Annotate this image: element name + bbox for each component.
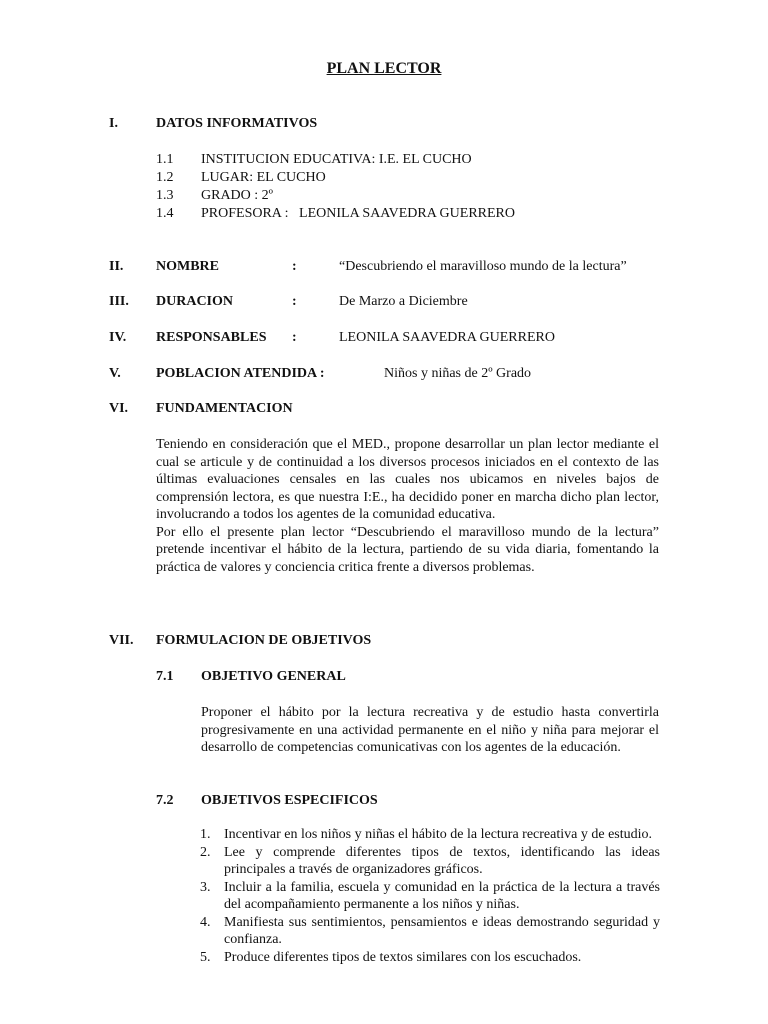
- item-text: PROFESORA : LEONILA SAAVEDRA GUERRERO: [201, 206, 516, 221]
- section-3-value: De Marzo a Diciembre: [339, 294, 468, 309]
- section-4-heading: RESPONSABLES: [156, 330, 267, 345]
- section-3-heading: DURACION: [156, 294, 233, 309]
- section-6-number: VI.: [109, 401, 129, 416]
- section-3-colon: :: [292, 294, 297, 309]
- fundamentacion-text: [156, 436, 659, 576]
- item-number: 4.: [200, 914, 211, 930]
- section-5-value: Niños y niñas de 2º Grado: [384, 366, 532, 381]
- section-6-heading: FUNDAMENTACION: [156, 401, 293, 416]
- item-number: 1.3: [156, 188, 174, 203]
- item-number: 2.: [200, 844, 211, 860]
- item-number: 1.4: [156, 206, 174, 221]
- item-text: LUGAR: EL CUCHO: [201, 170, 326, 185]
- list-item: [200, 844, 660, 879]
- item-text: Incentivar en los niños y niñas el hábito de la lectura recreativa y de estudio.: [224, 827, 653, 842]
- fundamentacion-paragraph-2: Por ello el presente plan lector “Descubriendo el maravilloso mundo de la lectura” pretende incentivar el hábito de la lectura, partiendo de su vida diaria, fomentando la práctica de valores y conciencia critica frente a diversos problemas.: [156, 524, 659, 575]
- item-text: Produce diferentes tipos de textos similares con los escuchados.: [224, 949, 582, 965]
- section-1-number: I.: [109, 116, 118, 131]
- objetivo-general-paragraph: Proponer el hábito por la lectura recreativa y de estudio hasta convertirla progresivamente en una actividad permanente en el niño y niña para mejorar el desarrollo de competencias comunicativas con los agentes de la educación.: [201, 705, 659, 755]
- item-number: 1.1: [156, 152, 174, 167]
- item-text: Manifiesta sus sentimientos, pensamientos e ideas demostrando seguridad y confianza.: [224, 914, 660, 947]
- section-2-colon: :: [292, 259, 297, 274]
- list-item: [200, 879, 660, 914]
- subsection-7-1-number: 7.1: [156, 669, 174, 684]
- section-4-value: LEONILA SAAVEDRA GUERRERO: [339, 330, 555, 345]
- item-number: 1.: [200, 827, 211, 842]
- section-2-heading: NOMBRE: [156, 259, 219, 274]
- item-number: 1.2: [156, 170, 174, 185]
- list-item: [200, 949, 660, 967]
- section-1-heading: DATOS INFORMATIVOS: [156, 116, 318, 131]
- item-text: Lee y comprende diferentes tipos de textos, identificando las ideas principales a través de organizadores gráficos.: [224, 844, 660, 877]
- section-4-number: IV.: [109, 330, 127, 345]
- list-item: [200, 826, 660, 844]
- subsection-7-2-heading: OBJETIVOS ESPECIFICOS: [201, 793, 378, 808]
- section-5-number: V.: [109, 366, 121, 381]
- section-5-heading: POBLACION ATENDIDA :: [156, 366, 325, 381]
- item-text: Incluir a la familia, escuela y comunidad en la práctica de la lectura a través del acompañamiento permanente a los niños y niñas.: [224, 879, 660, 912]
- objetivo-general-text: [201, 704, 659, 757]
- section-7-heading: FORMULACION DE OBJETIVOS: [156, 633, 372, 648]
- document-title: PLAN LECTOR: [326, 60, 442, 77]
- fundamentacion-paragraph-1: Teniendo en consideración que el MED., propone desarrollar un plan lector mediante el cual se articule y de continuidad a los diversos procesos iniciados en el contexto de las últimas evaluaciones censales en las cuales nos ubicamos en niveles bajos de comprensión lectora, es que nuestra I:E., ha decidido poner en marcha dicho plan lector, involucrando a todos los agentes de la comunidad educativa.: [156, 437, 659, 522]
- section-3-number: III.: [109, 294, 129, 309]
- section-7-number: VII.: [109, 633, 134, 648]
- section-4-colon: :: [292, 330, 297, 345]
- item-number: 5.: [200, 949, 211, 965]
- list-item: [200, 914, 660, 949]
- subsection-7-2-number: 7.2: [156, 793, 174, 808]
- objetivos-especificos-list: [200, 826, 660, 966]
- item-text: INSTITUCION EDUCATIVA: I.E. EL CUCHO: [201, 152, 472, 167]
- section-2-value: “Descubriendo el maravilloso mundo de la lectura”: [339, 259, 627, 274]
- subsection-7-1-heading: OBJETIVO GENERAL: [201, 669, 346, 684]
- section-2-number: II.: [109, 259, 124, 274]
- item-number: 3.: [200, 879, 211, 895]
- item-text: GRADO : 2º: [201, 188, 274, 203]
